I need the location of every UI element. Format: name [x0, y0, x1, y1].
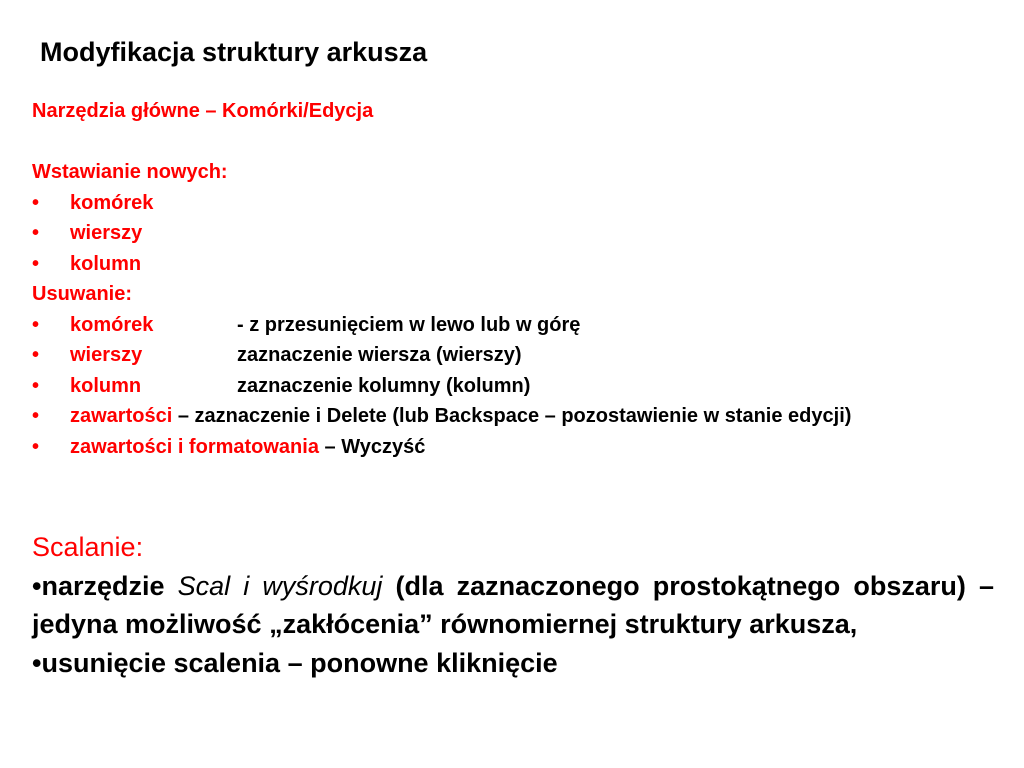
tools-path: Narzędzia główne – Komórki/Edycja [32, 100, 374, 122]
delete-item-desc: zaznaczenie wiersza (wierszy) [237, 344, 522, 366]
delete-item-content [32, 401, 994, 432]
delete-item-term: wierszy [70, 344, 143, 366]
insert-item-rows [32, 218, 994, 249]
merge-heading: Scalanie: [32, 532, 144, 562]
merge-item-tool [32, 567, 994, 644]
delete-item-term: kolumn [70, 374, 142, 397]
merge-item-unmerge: •usunięcie scalenia – ponowne kliknięcie [32, 647, 558, 678]
delete-item-term: komórek [70, 313, 154, 336]
insert-heading: Wstawianie nowych: [32, 161, 228, 183]
merge-block [32, 528, 994, 682]
insert-item-cells [32, 188, 994, 219]
delete-content-text [70, 401, 994, 432]
delete-content-term: zawartości [70, 405, 173, 427]
delete-item-rows [32, 340, 994, 371]
delete-item-desc: - z przesunięciem w lewo lub w górę [237, 313, 581, 336]
bullet-icon: • [32, 374, 40, 397]
bullet-icon: • [32, 405, 40, 427]
delete-item-desc: zaznaczenie kolumny (kolumn) [237, 374, 531, 397]
delete-format-text [70, 432, 425, 463]
insert-item-label: komórek [70, 191, 154, 214]
insert-item-columns [32, 249, 994, 280]
merge-item-prefix: •narzędzie [32, 570, 178, 601]
delete-content-desc: – zaznaczenie i Delete (lub Backspace – pozostawienie w stanie edycji) [172, 405, 852, 427]
insert-item-label: kolumn [70, 252, 142, 275]
merge-tool-name: Scal i wyśrodkuj [177, 570, 383, 601]
bullet-icon: • [32, 435, 40, 458]
bullet-icon: • [32, 313, 40, 336]
delete-item-cells [32, 310, 994, 341]
delete-item-format [32, 432, 994, 463]
slide-title: Modyfikacja struktury arkusza [40, 37, 428, 67]
bullet-icon: • [32, 222, 40, 244]
delete-heading: Usuwanie: [32, 283, 133, 305]
spacer [32, 127, 994, 158]
delete-format-term: zawartości i formatowania [70, 435, 319, 458]
delete-format-desc: – Wyczyść [318, 435, 426, 458]
content-block [32, 96, 994, 462]
bullet-icon: • [32, 191, 40, 214]
bullet-icon: • [32, 252, 40, 275]
insert-item-label: wierszy [70, 222, 143, 244]
merge-item-rest: (dla zaznaczonego prostokątnego obszaru) – jedyna możliwość „zakłócenia” równomiernej struktury arkusza, [32, 570, 994, 639]
bullet-icon: • [32, 344, 40, 366]
delete-item-columns [32, 371, 994, 402]
